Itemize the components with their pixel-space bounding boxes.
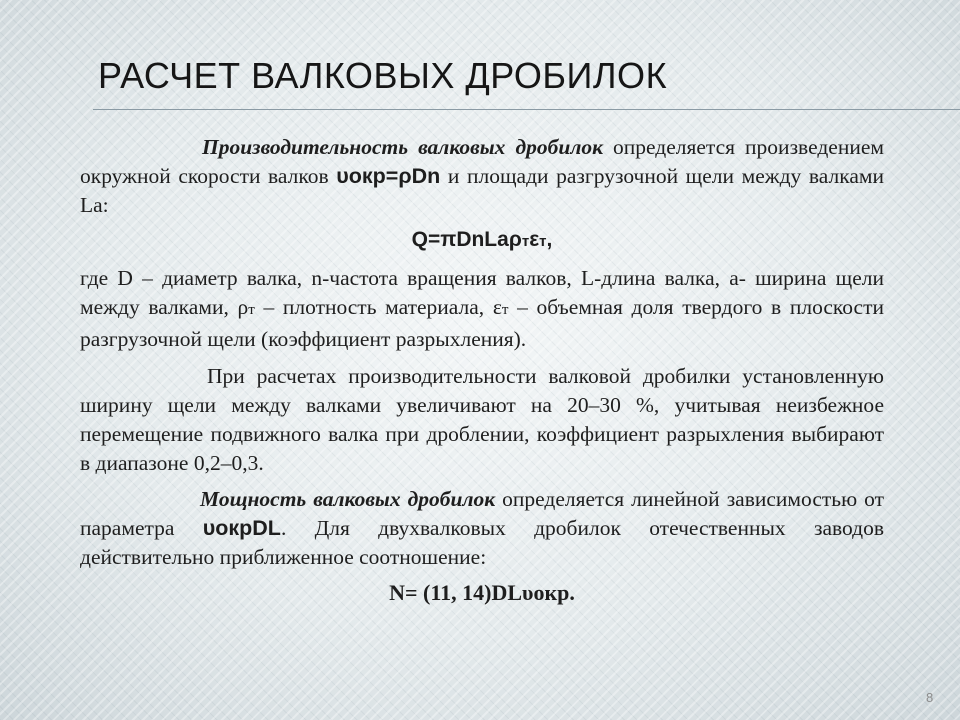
power-formula: N= (11, 14)DLυокр. xyxy=(389,580,575,605)
paragraph-calculation: При расчетах производительности валковой дробилки установленную ширину щели между валками увеличивают на 20–30 %, учитывая неизбежное перемещение подвижного валка при дроблении, коэффициент разрыхления выбирают в диапазоне 0,2–0,3. xyxy=(80,364,884,475)
formula-tail: , xyxy=(546,228,553,251)
formula-eps: ε xyxy=(529,228,540,251)
formula-eps-sub: т xyxy=(539,233,547,250)
slide-body xyxy=(80,133,884,607)
productivity-text-a: определяется произведением окружной скорости валков xyxy=(80,135,884,188)
definitions-eps-sub: т xyxy=(501,302,509,318)
definitions-rho: ρ xyxy=(237,295,249,319)
definitions-rho-sub: т xyxy=(248,302,255,318)
formula-rho-sub: т xyxy=(521,233,530,250)
power-text-b: . Для двухвалковых дробилок отечественных заводов действительно приближенное соотношение: xyxy=(80,516,884,569)
title-underline xyxy=(93,109,960,110)
power-text-a: определяется линейной зависимостью от параметра xyxy=(80,487,884,540)
slide-title: РАСЧЕТ ВАЛКОВЫХ ДРОБИЛОК xyxy=(98,55,668,96)
definitions-text-b: – плотность материала, xyxy=(254,295,493,319)
velocity-formula: υокр=ρDn xyxy=(336,164,441,188)
definitions-eps: ε xyxy=(492,295,502,319)
paragraph-definitions xyxy=(80,264,884,354)
formula-main: Q=πDnLa xyxy=(411,228,509,251)
page-number: 8 xyxy=(926,690,934,705)
power-parameter: υокрDL xyxy=(202,516,281,540)
paragraph-power xyxy=(80,485,884,572)
productivity-term: Производительность валковых дробилок xyxy=(202,135,603,159)
productivity-formula xyxy=(80,225,884,256)
productivity-text-b: и площади разгрузочной щели между валками La: xyxy=(80,164,884,217)
definitions-text-c: – объемная доля твердого в плоскости разгрузочной щели (коэффициент разрыхления). xyxy=(80,295,884,351)
definitions-text-a: где D – диаметр валка, n-частота вращения валков, L-длина валка, а- ширина щели между валками, xyxy=(80,266,884,319)
paragraph-productivity xyxy=(80,133,884,220)
formula-rho: ρ xyxy=(508,228,522,251)
power-term: Мощность валковых дробилок xyxy=(200,487,496,511)
